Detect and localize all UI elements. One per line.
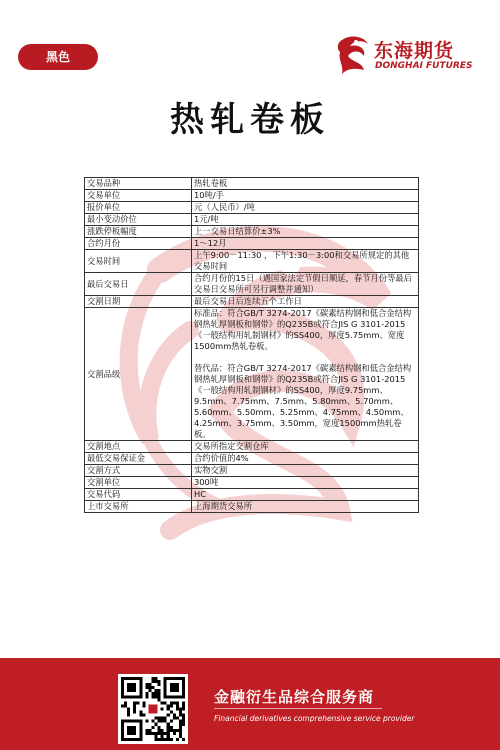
- contract-spec-table: [84, 177, 419, 513]
- spec-value-text: 1元/吨: [194, 214, 219, 224]
- spec-value: [192, 477, 419, 489]
- spec-key: 最低交易保证金: [85, 453, 192, 465]
- spec-value-text: 上午9:00－11:30 ，下午1:30－3:00和交易所规定的其他交易时间: [194, 250, 410, 271]
- spec-value: [192, 489, 419, 501]
- logo-chinese-name: 东海期货: [374, 40, 455, 62]
- spec-row: [85, 453, 419, 465]
- spec-row: [85, 178, 419, 190]
- spec-value-text: 热轧卷板: [194, 178, 228, 188]
- spec-row: [85, 238, 419, 250]
- spec-value-text: 1～12月: [194, 238, 227, 248]
- spec-row: [85, 250, 419, 273]
- spec-value: [192, 202, 419, 214]
- spec-value: [192, 250, 419, 273]
- spec-key: 上市交易所: [85, 501, 192, 513]
- spec-key: 交割方式: [85, 465, 192, 477]
- spec-key: 交易单位: [85, 190, 192, 202]
- spec-value: [192, 226, 419, 238]
- spec-value: [192, 308, 419, 441]
- spec-value-text: 标准品：符合GB/T 3274-2017《碳素结构钢和低合金结构钢热轧厚钢板和钢带》的Q235B或符合JIS G 3101-2015《一般结构用轧制钢材》的SS400，厚度5.75mm、宽度1500mm热轧卷板。: [194, 308, 412, 351]
- spec-value: [192, 214, 419, 226]
- spec-value-text: 合约价值的4%: [194, 453, 249, 463]
- spec-row: [85, 273, 419, 296]
- spec-value-text: 上海期货交易所: [194, 501, 253, 511]
- spec-row: [85, 477, 419, 489]
- spec-row: [85, 501, 419, 513]
- spec-key: 最后交易日: [85, 273, 192, 296]
- spec-row: [85, 296, 419, 308]
- spec-value: [192, 296, 419, 308]
- spec-key: 交割单位: [85, 477, 192, 489]
- footer-slogan-english: Financial derivatives comprehensive service provider: [214, 714, 415, 723]
- spec-key: 涨跌停板幅度: [85, 226, 192, 238]
- spec-row: [85, 190, 419, 202]
- spec-row: [85, 465, 419, 477]
- spec-key: 报价单位: [85, 202, 192, 214]
- spec-key: 交易时间: [85, 250, 192, 273]
- spec-value-text: 上一交易日结算价±3%: [194, 226, 281, 236]
- spec-value-text: 最后交易日后连续五个工作日: [194, 296, 302, 306]
- spec-value-text: 合约月份的15日（遇国家法定节假日顺延，春节月份等最后交易日交易所可另行调整并通知）: [194, 273, 412, 294]
- spec-value-text: 元（人民币）/吨: [194, 202, 255, 212]
- spec-value: [192, 190, 419, 202]
- page-title: 热轧卷板: [170, 100, 330, 140]
- qr-code-icon: [118, 674, 188, 744]
- spec-row: [85, 214, 419, 226]
- spec-row: [85, 441, 419, 453]
- spec-key: 交割日期: [85, 296, 192, 308]
- spec-value: [192, 441, 419, 453]
- spec-value-text: HC: [194, 489, 207, 499]
- spec-value: [192, 501, 419, 513]
- spec-value: [192, 238, 419, 250]
- spec-row: [85, 308, 419, 441]
- spec-value: [192, 178, 419, 190]
- category-badge: 黑色: [18, 44, 98, 70]
- spec-row: [85, 202, 419, 214]
- spec-value-text: 交易所指定交割仓库: [194, 441, 269, 451]
- spec-value-text: 实物交割: [194, 465, 228, 475]
- spec-value: [192, 465, 419, 477]
- spec-row: [85, 226, 419, 238]
- spec-value-text: 10吨/手: [194, 190, 224, 200]
- donghai-logo: [334, 34, 484, 78]
- spec-key: 最小变动价位: [85, 214, 192, 226]
- spec-key: 交割地点: [85, 441, 192, 453]
- spec-value-text: 300吨: [194, 477, 219, 487]
- spec-value: [192, 453, 419, 465]
- spec-key: 交割品级: [85, 308, 192, 441]
- footer-slogan: 金融衍生品综合服务商: [214, 688, 375, 706]
- spec-value: [192, 273, 419, 296]
- spec-key: 交易代码: [85, 489, 192, 501]
- spec-key: 合约月份: [85, 238, 192, 250]
- spec-row: [85, 489, 419, 501]
- logo-english-name: DONGHAI FUTURES: [375, 61, 473, 71]
- footer-divider: [214, 708, 382, 709]
- spec-value-text: 替代品：符合GB/T 3274-2017《碳素结构钢和低合金结构钢热轧厚钢板和钢带》的Q235B或符合JIS G 3101-2015《一般结构用轧制钢材》的SS400，厚度9.75mm、9.5mm、7.75mm、7.5mm、5.80mm、5.70mm、5.60mm、5.50mm、5.25mm、4.75mm、4.50mm、4.25mm、3.75mm、3.50mm，宽度1500mm热轧卷板。: [194, 363, 412, 439]
- dragon-logo-icon: [334, 34, 372, 76]
- spec-key: 交易品种: [85, 178, 192, 190]
